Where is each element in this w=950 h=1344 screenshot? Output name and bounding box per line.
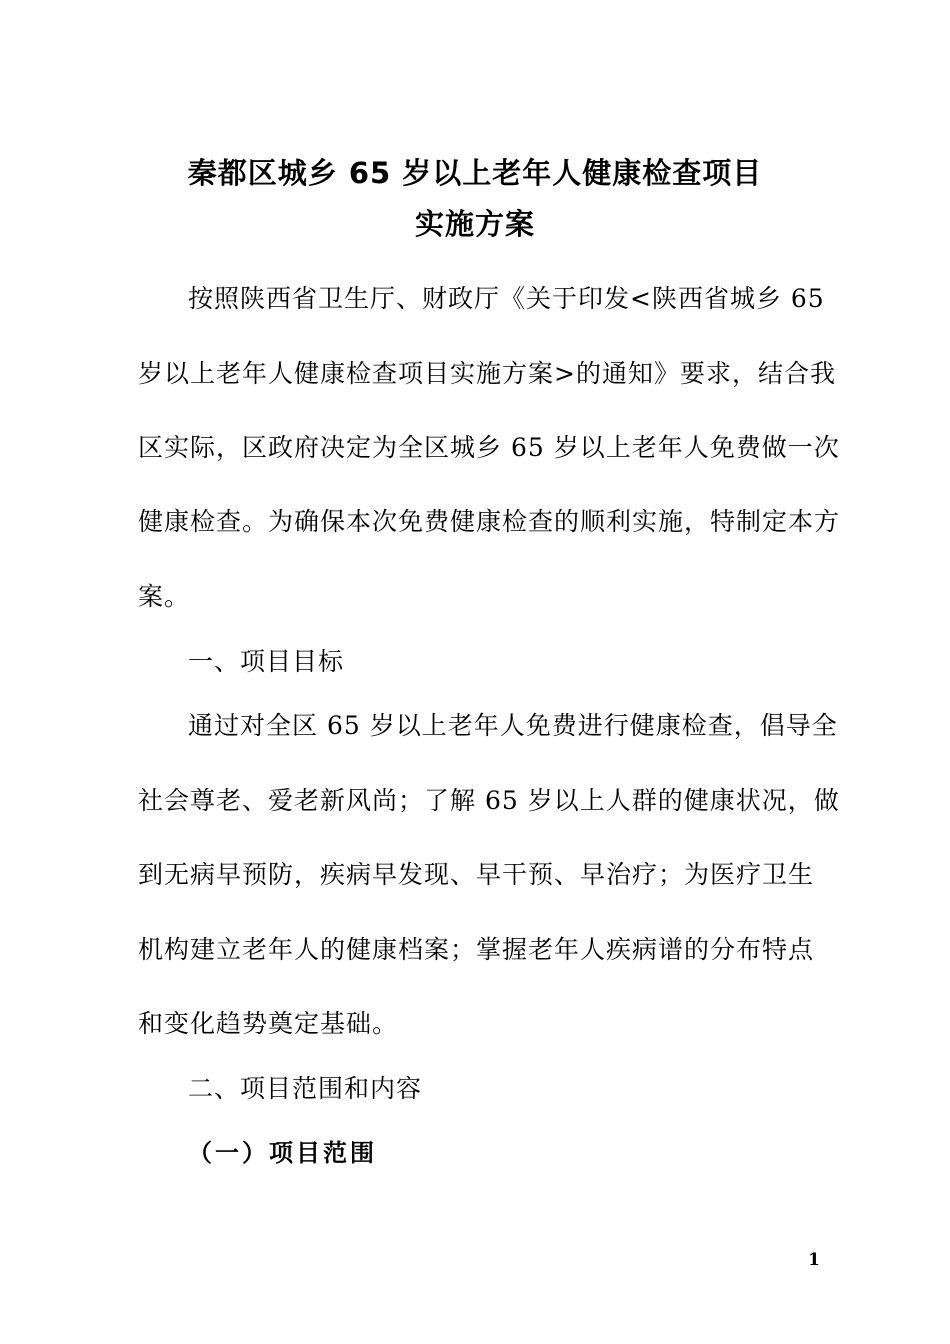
document-title-line-2: 实施方案	[414, 207, 535, 241]
goals-paragraph-line: 和变化趋势奠定基础。	[138, 1009, 399, 1038]
goals-paragraph-line: 通过对全区 65 岁以上老年人免费进行健康检查，倡导全	[188, 711, 838, 740]
goals-paragraph-line: 社会尊老、爱老新风尚；了解 65 岁以上人群的健康状况，做	[138, 786, 840, 815]
intro-paragraph-line: 案。	[138, 582, 191, 611]
subsection-heading-scope: （一）项目范围	[188, 1139, 377, 1167]
section-heading-scope: 二、项目范围和内容	[188, 1074, 423, 1103]
goals-paragraph-line: 机构建立老年人的健康档案；掌握老年人疾病谱的分布特点	[138, 935, 815, 964]
document-title-line-1: 秦都区城乡 65 岁以上老年人健康检查项目	[187, 156, 763, 190]
intro-paragraph-line: 健康检查。为确保本次免费健康检查的顺利实施，特制定本方	[138, 507, 841, 536]
intro-paragraph-line: 按照陕西省卫生厅、财政厅《关于印发<陕西省城乡 65	[188, 284, 825, 313]
page-number: 1	[808, 1250, 820, 1270]
intro-paragraph-line: 岁以上老年人健康检查项目实施方案>的通知》要求，结合我	[138, 359, 836, 388]
section-heading-goals: 一、项目目标	[188, 647, 345, 676]
goals-paragraph-line: 到无病早预防，疾病早发现、早干预、早治疗；为医疗卫生	[138, 860, 815, 889]
intro-paragraph-line: 区实际，区政府决定为全区城乡 65 岁以上老年人免费做一次	[138, 433, 840, 462]
